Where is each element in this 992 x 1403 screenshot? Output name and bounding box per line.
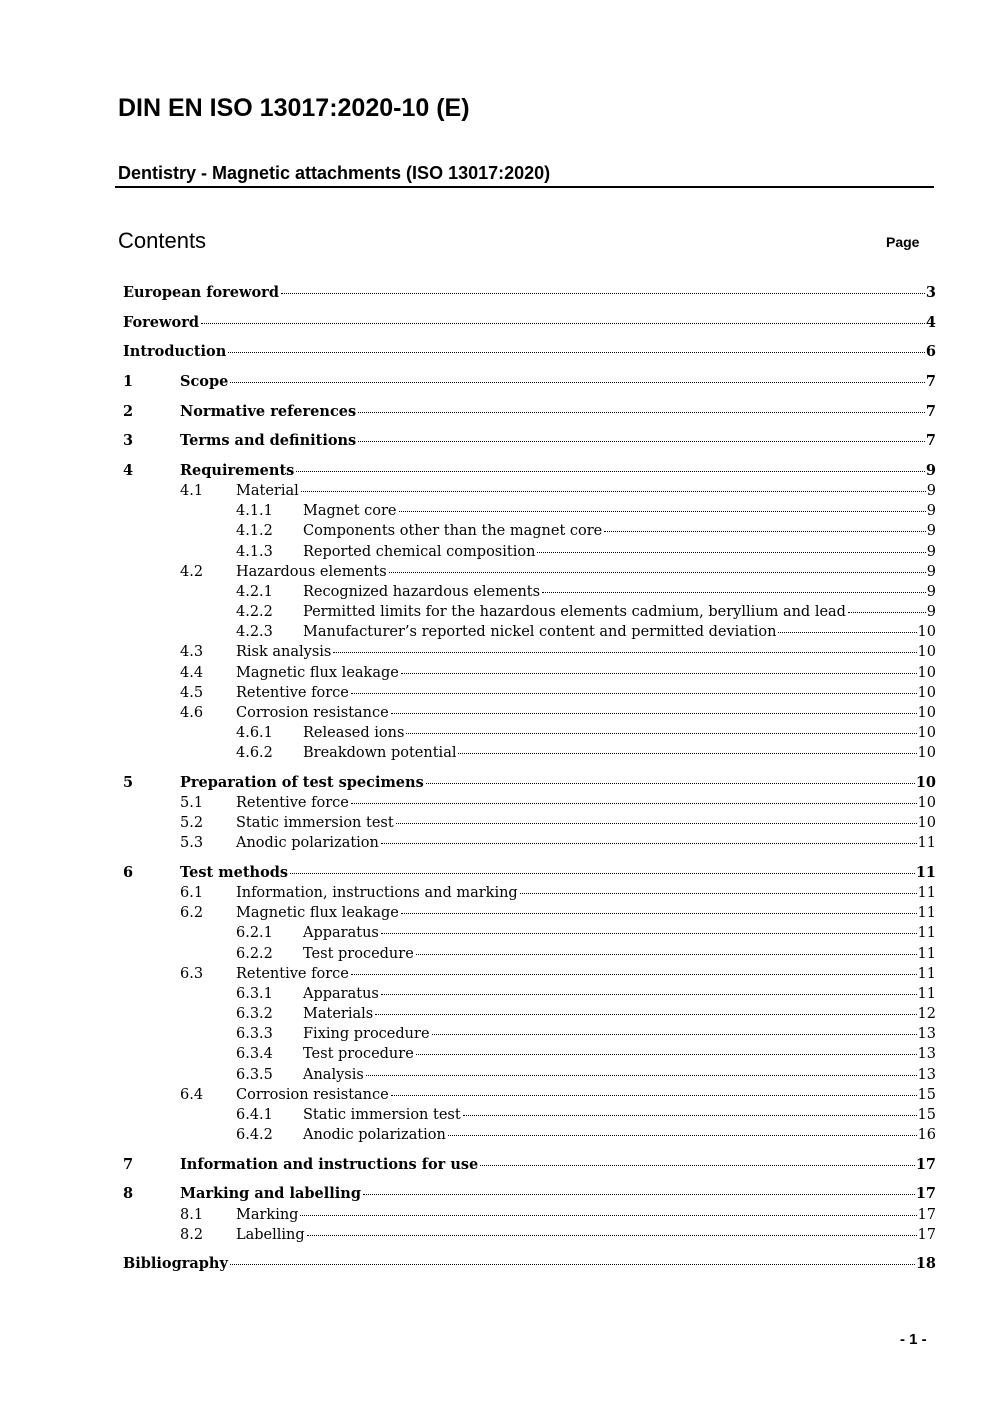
toc-entry-number: 4.5	[180, 685, 204, 701]
toc-entry-title: European foreword	[123, 284, 279, 301]
toc-entry-number: 6.3.1	[236, 986, 273, 1002]
toc-leader-dots	[391, 1095, 917, 1096]
toc-entry-number: 1	[123, 373, 134, 390]
toc-entry-page: 11	[917, 966, 936, 982]
toc-leader-dots	[389, 572, 926, 573]
toc-entry[interactable]	[123, 481, 936, 501]
toc-leader-dots	[381, 933, 917, 934]
toc-entry-page: 7	[925, 373, 936, 390]
toc-entry[interactable]	[123, 642, 936, 662]
toc-entry-page: 6	[925, 343, 936, 360]
toc-leader-dots	[542, 592, 926, 593]
toc-entry-title: Materials	[303, 1006, 374, 1022]
toc-entry[interactable]	[123, 923, 936, 943]
toc-entry-title: Apparatus	[303, 925, 379, 941]
toc-entry-title: Retentive force	[236, 685, 349, 701]
toc-leader-dots	[228, 352, 925, 353]
toc-entry[interactable]	[123, 1024, 936, 1044]
toc-entry-title: Analysis	[303, 1067, 364, 1083]
toc-entry[interactable]	[123, 1065, 936, 1085]
toc-entry-number: 4.2.2	[236, 604, 273, 620]
toc-entry-title: Corrosion resistance	[236, 705, 389, 721]
toc-entry-page: 10	[917, 725, 936, 741]
toc-entry-number: 4.6.2	[236, 745, 273, 761]
toc-entry[interactable]	[123, 342, 936, 362]
toc-leader-dots	[401, 673, 917, 674]
toc-entry-number: 8	[123, 1185, 134, 1202]
toc-entry-page: 10	[917, 665, 936, 681]
toc-entry[interactable]	[123, 1205, 936, 1225]
toc-leader-dots	[358, 412, 925, 413]
toc-entry-title: Breakdown potential	[303, 745, 457, 761]
toc-entry[interactable]	[123, 283, 936, 303]
toc-entry-title: Bibliography	[123, 1255, 228, 1272]
toc-entry-title: Magnet core	[303, 503, 397, 519]
toc-entry-title: Static immersion test	[303, 1107, 461, 1123]
toc-entry-number: 5.3	[180, 835, 204, 851]
toc-leader-dots	[381, 994, 917, 995]
toc-entry-number: 6.4	[180, 1087, 204, 1103]
toc-entry[interactable]	[123, 743, 936, 763]
toc-leader-dots	[401, 913, 917, 914]
toc-entry[interactable]	[123, 1125, 936, 1145]
toc-leader-dots	[201, 323, 925, 324]
toc-entry-page: 7	[925, 432, 936, 449]
toc-entry[interactable]	[123, 372, 936, 392]
toc-entry[interactable]	[123, 1085, 936, 1105]
toc-entry-title: Material	[236, 483, 299, 499]
toc-entry-page: 10	[917, 815, 936, 831]
toc-entry-page: 9	[926, 503, 936, 519]
toc-entry[interactable]	[123, 663, 936, 683]
toc-entry[interactable]	[123, 562, 936, 582]
toc-leader-dots	[458, 753, 916, 754]
toc-entry-title: Permitted limits for the hazardous elements cadmium, beryllium and lead	[303, 604, 846, 620]
toc-entry-number: 5.1	[180, 795, 204, 811]
toc-entry-title: Foreword	[123, 314, 199, 331]
toc-entry[interactable]	[123, 622, 936, 642]
toc-entry-page: 10	[917, 644, 936, 660]
toc-entry[interactable]	[123, 683, 936, 703]
toc-entry-page: 11	[917, 946, 936, 962]
toc-entry[interactable]	[123, 944, 936, 964]
toc-leader-dots	[358, 441, 925, 442]
title-divider	[115, 186, 934, 188]
toc-entry[interactable]	[123, 521, 936, 541]
toc-entry-number: 6.2.2	[236, 946, 273, 962]
toc-leader-dots	[416, 1054, 917, 1055]
toc-entry-page: 10	[915, 774, 936, 791]
toc-entry-number: 7	[123, 1156, 134, 1173]
toc-leader-dots	[351, 974, 917, 975]
toc-leader-dots	[301, 491, 926, 492]
toc-entry[interactable]	[123, 863, 936, 883]
toc-entry-number: 6.3.4	[236, 1046, 273, 1062]
toc-entry-number: 4.6	[180, 705, 204, 721]
toc-entry-number: 4.3	[180, 644, 204, 660]
toc-entry-title: Released ions	[303, 725, 405, 741]
toc-entry-title: Anodic polarization	[303, 1127, 446, 1143]
toc-leader-dots	[448, 1135, 917, 1136]
toc-entry[interactable]	[123, 723, 936, 743]
toc-entry-page: 11	[917, 986, 936, 1002]
toc-leader-dots	[480, 1165, 915, 1166]
toc-entry[interactable]	[123, 833, 936, 853]
toc-leader-dots	[463, 1115, 917, 1116]
toc-leader-dots	[290, 873, 915, 874]
toc-leader-dots	[363, 1194, 915, 1195]
toc-entry-page: 10	[917, 624, 936, 640]
toc-entry-page: 17	[915, 1156, 936, 1173]
toc-entry-title: Apparatus	[303, 986, 379, 1002]
toc-entry-title: Labelling	[236, 1227, 305, 1243]
toc-entry-page: 11	[917, 835, 936, 851]
toc-entry[interactable]	[123, 1184, 936, 1204]
page-column-label: Page	[886, 234, 920, 250]
toc-entry-title: Static immersion test	[236, 815, 394, 831]
toc-entry-title: Requirements	[180, 462, 295, 479]
toc-leader-dots	[351, 803, 917, 804]
toc-entry-page: 9	[926, 604, 936, 620]
toc-entry-number: 4.1	[180, 483, 204, 499]
toc-leader-dots	[333, 652, 916, 653]
toc-entry-number: 6.2.1	[236, 925, 273, 941]
toc-entry-number: 6.3.5	[236, 1067, 273, 1083]
toc-entry-page: 9	[926, 483, 936, 499]
toc-entry-number: 4.6.1	[236, 725, 273, 741]
toc-entry-page: 11	[915, 864, 936, 881]
toc-leader-dots	[416, 954, 917, 955]
toc-entry-page: 9	[926, 544, 936, 560]
toc-entry-number: 4.4	[180, 665, 204, 681]
toc-entry[interactable]	[123, 501, 936, 521]
toc-entry-number: 6	[123, 864, 134, 881]
toc-entry-number: 4.1.2	[236, 523, 273, 539]
toc-entry[interactable]	[123, 1225, 936, 1245]
toc-leader-dots	[604, 531, 926, 532]
toc-entry-page: 13	[917, 1026, 936, 1042]
toc-leader-dots	[307, 1235, 917, 1236]
toc-entry[interactable]	[123, 773, 936, 793]
toc-entry-page: 10	[917, 745, 936, 761]
toc-entry-title: Retentive force	[236, 966, 349, 982]
toc-entry-title: Terms and definitions	[180, 432, 357, 449]
toc-entry-page: 17	[917, 1227, 936, 1243]
toc-entry-number: 8.2	[180, 1227, 204, 1243]
page-number: - 1 -	[900, 1331, 927, 1348]
contents-heading: Contents	[118, 228, 207, 253]
toc-leader-dots	[351, 693, 917, 694]
toc-entry-number: 6.3	[180, 966, 204, 982]
toc-leader-dots	[300, 1215, 916, 1216]
toc-entry-page: 4	[925, 314, 936, 331]
toc-entry-title: Risk analysis	[236, 644, 332, 660]
toc-entry-page: 9	[926, 584, 936, 600]
toc-entry[interactable]	[123, 964, 936, 984]
toc-entry[interactable]	[123, 402, 936, 422]
toc-leader-dots	[375, 1014, 916, 1015]
toc-entry-number: 8.1	[180, 1207, 204, 1223]
toc-entry-page: 9	[926, 523, 936, 539]
toc-entry-title: Magnetic flux leakage	[236, 665, 399, 681]
toc-entry-number: 6.1	[180, 885, 204, 901]
toc-entry-title: Corrosion resistance	[236, 1087, 389, 1103]
toc-entry[interactable]	[123, 1105, 936, 1125]
toc-entry[interactable]	[123, 903, 936, 923]
toc-entry-page: 15	[917, 1107, 936, 1123]
toc-entry-number: 3	[123, 432, 134, 449]
toc-entry-page: 11	[917, 905, 936, 921]
toc-entry-number: 4	[123, 462, 134, 479]
toc-leader-dots	[281, 293, 925, 294]
toc-entry-title: Components other than the magnet core	[303, 523, 603, 539]
toc-entry[interactable]	[123, 313, 936, 333]
toc-entry-title: Marking	[236, 1207, 299, 1223]
toc-leader-dots	[381, 843, 917, 844]
toc-leader-dots	[537, 552, 925, 553]
toc-entry[interactable]	[123, 1044, 936, 1064]
toc-entry-page: 18	[915, 1255, 936, 1272]
toc-entry-title: Information and instructions for use	[180, 1156, 479, 1173]
toc-entry-number: 4.1.1	[236, 503, 273, 519]
toc-entry[interactable]	[123, 582, 936, 602]
toc-entry-number: 6.3.3	[236, 1026, 273, 1042]
toc-entry-number: 4.2.1	[236, 584, 273, 600]
toc-entry-page: 7	[925, 403, 936, 420]
toc-entry-title: Test methods	[180, 864, 289, 881]
toc-leader-dots	[426, 783, 915, 784]
toc-entry-number: 5	[123, 774, 134, 791]
toc-leader-dots	[399, 511, 926, 512]
toc-entry[interactable]	[123, 1004, 936, 1024]
toc-leader-dots	[848, 612, 926, 613]
toc-entry-page: 15	[917, 1087, 936, 1103]
toc-entry-page: 10	[917, 795, 936, 811]
toc-entry-page: 13	[917, 1067, 936, 1083]
toc-entry[interactable]	[123, 431, 936, 451]
toc-leader-dots	[396, 823, 917, 824]
toc-leader-dots	[520, 893, 917, 894]
toc-entry-title: Marking and labelling	[180, 1185, 361, 1202]
toc-entry[interactable]	[123, 984, 936, 1004]
toc-entry-title: Preparation of test specimens	[180, 774, 424, 791]
toc-entry-title: Magnetic flux leakage	[236, 905, 399, 921]
toc-entry-page: 9	[926, 564, 936, 580]
toc-leader-dots	[296, 471, 925, 472]
toc-entry-title: Information, instructions and marking	[236, 885, 518, 901]
toc-entry-title: Fixing procedure	[303, 1026, 430, 1042]
toc-entry-page: 16	[917, 1127, 936, 1143]
toc-entry[interactable]	[123, 793, 936, 813]
toc-entry-page: 12	[917, 1006, 936, 1022]
toc-entry-page: 17	[915, 1185, 936, 1202]
toc-entry-number: 6.3.2	[236, 1006, 273, 1022]
toc-entry[interactable]	[123, 542, 936, 562]
toc-entry[interactable]	[123, 1155, 936, 1175]
toc-entry-title: Recognized hazardous elements	[303, 584, 541, 600]
toc-entry-number: 2	[123, 403, 134, 420]
toc-entry-title: Test procedure	[303, 1046, 414, 1062]
toc-entry-title: Anodic polarization	[236, 835, 379, 851]
toc-leader-dots	[230, 382, 925, 383]
toc-entry-number: 6.2	[180, 905, 204, 921]
toc-leader-dots	[230, 1264, 915, 1265]
toc-entry-title: Retentive force	[236, 795, 349, 811]
toc-leader-dots	[778, 632, 916, 633]
document-title: DIN EN ISO 13017:2020-10 (E)	[118, 94, 470, 122]
toc-entry[interactable]	[123, 813, 936, 833]
document-subtitle: Dentistry - Magnetic attachments (ISO 13017:2020)	[118, 163, 551, 183]
toc-entry-title: Normative references	[180, 403, 357, 420]
toc-entry-page: 11	[917, 925, 936, 941]
toc-entry-title: Scope	[180, 373, 229, 390]
toc-leader-dots	[432, 1034, 917, 1035]
toc-entry[interactable]	[123, 461, 936, 481]
toc-entry-number: 5.2	[180, 815, 204, 831]
toc-entry-page: 17	[917, 1207, 936, 1223]
toc-entry-page: 13	[917, 1046, 936, 1062]
toc-entry-page: 3	[925, 284, 936, 301]
toc-entry-page: 11	[917, 885, 936, 901]
toc-entry-title: Manufacturer’s reported nickel content and permitted deviation	[303, 624, 777, 640]
toc-entry[interactable]	[123, 883, 936, 903]
toc-entry-page: 10	[917, 685, 936, 701]
toc-entry-number: 6.4.2	[236, 1127, 273, 1143]
toc-entry-page: 9	[925, 462, 936, 479]
toc-entry[interactable]	[123, 1254, 936, 1274]
toc-entry-number: 6.4.1	[236, 1107, 273, 1123]
toc-entry[interactable]	[123, 602, 936, 622]
toc-entry-title: Test procedure	[303, 946, 414, 962]
toc-entry-title: Reported chemical composition	[303, 544, 536, 560]
toc-entry[interactable]	[123, 703, 936, 723]
toc-entry-title: Introduction	[123, 343, 227, 360]
toc-entry-number: 4.2.3	[236, 624, 273, 640]
toc-entry-title: Hazardous elements	[236, 564, 387, 580]
toc-leader-dots	[366, 1075, 917, 1076]
toc-leader-dots	[391, 713, 917, 714]
toc-entry-page: 10	[917, 705, 936, 721]
toc-entry-number: 4.1.3	[236, 544, 273, 560]
toc-leader-dots	[406, 733, 916, 734]
toc-entry-number: 4.2	[180, 564, 204, 580]
